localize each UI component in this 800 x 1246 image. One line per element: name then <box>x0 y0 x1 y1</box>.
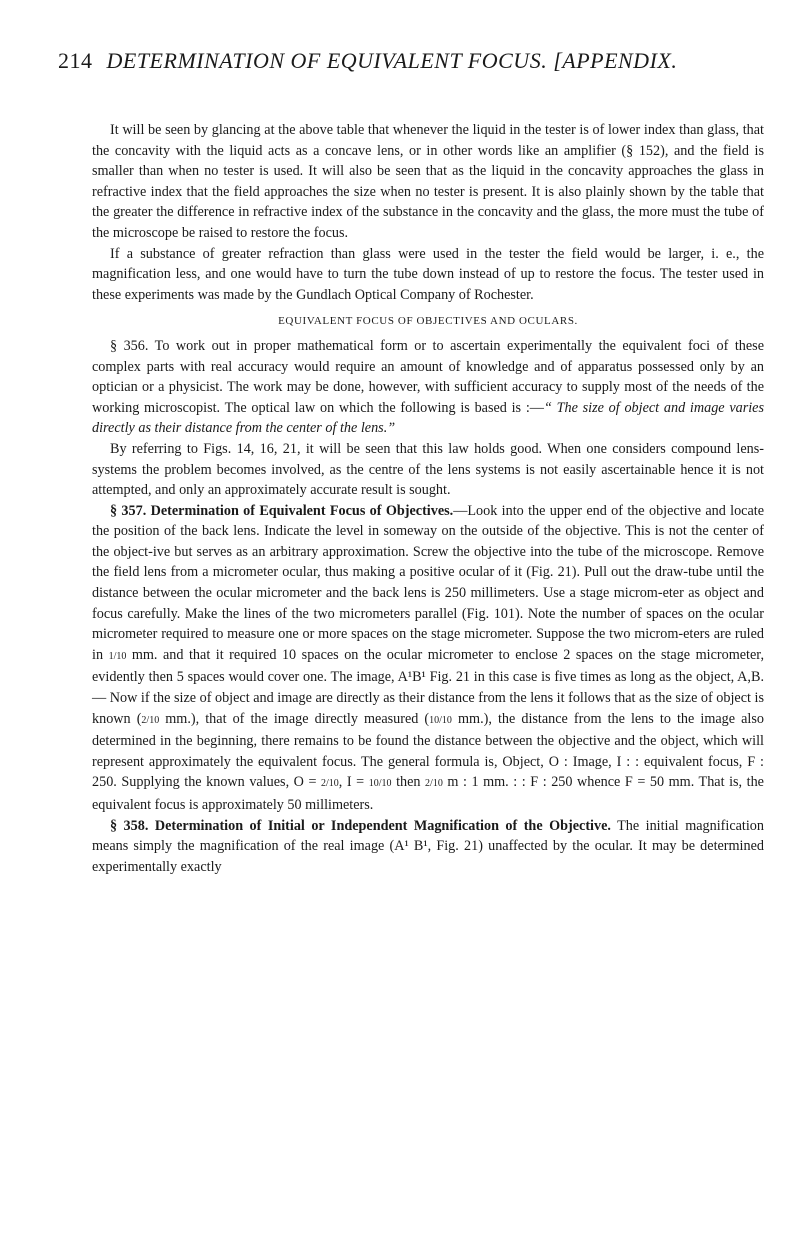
paragraph-357-text-c: mm.), that of the image directly measured ( <box>159 710 430 727</box>
paragraph-357-text-e: , I = <box>338 774 369 791</box>
paragraph-356-text: § 356. To work out in proper mathematical form or to ascertain experimentally the equivalent foci of these complex parts with real accuracy would require an amount of knowledge and of apparatus possessed only by an optician or a physicist. The work may be done, however, with sufficient accuracy to supply most of the needs of the working microscopist. The optical law on which the following is based is :— <box>92 337 764 416</box>
page-body <box>92 120 764 877</box>
paragraph-figs-law: By referring to Figs. 14, 16, 21, it will be seen that this law holds good. When one considers compound lens-systems the problem becomes involved, as the centre of the lens systems is not easily ascertainable hence it is not attempted, and only an approximately accurate result is sought. <box>92 440 764 499</box>
paragraph-357 <box>92 501 764 816</box>
optical-law-quote: “ The size of object and image varies directly as their distance from the center of the lens.” <box>92 399 765 437</box>
running-head <box>58 48 758 74</box>
page-number: 214 <box>58 48 93 73</box>
fraction-3: 10/10 <box>429 714 452 726</box>
paragraph-357-text-d: mm.), the distance from the lens to the image also determined in the beginning, there remains to be found the distance between the objective and the object, which will represent approximately the equivalent focus. The general formula is, Object, O : Image, I : : equivalent focus, F : 250. Supplying the known values, O = <box>92 710 764 791</box>
running-title: DETERMINATION OF EQUIVALENT FOCUS. [APPENDIX. <box>106 48 678 73</box>
paragraph-358-text: The initial magnification means simply the magnification of the real image (A¹ B¹, Fig. 21) unaffected by the ocular. It may be determined experimentally exactly <box>92 817 764 875</box>
fraction-1: 1/10 <box>108 650 127 662</box>
paragraph-tester-amplifier: It will be seen by glancing at the above table that whenever the liquid in the tester is of lower index than glass, that the concavity with the liquid acts as a concave lens, or in other words like an amplifier (§ 152), and the field is smaller than when no tester is used. It will also be seen that as the liquid in the concavity approaches the glass in refractive index that the field approaches the size when no tester is present. It is also plainly shown by the table that the greater the difference in refractive index of the substance in the concavity and the glass, the more must the tube of the microscope be raised to restore the focus. <box>92 122 764 241</box>
section-heading-equivalent-focus: EQUIVALENT FOCUS OF OBJECTIVES AND OCULARS. <box>278 315 578 328</box>
paragraph-357-text-a: —Look into the upper end of the objective and locate the position of the back lens. Indicate the level in someway on the outside of the objective. This is not the center of the object-ive but serves as an arbitrary approximation. Screw the objective into the tube of the microscope. Remove the field lens from a micrometer ocular, thus making a positive ocular of it (Fig. 21). Pull out the draw-tube until the distance between the ocular micrometer and the back lens is 250 millimeters. Use a stage microm-eter as object and focus carefully. Make the lines of the two micrometers parallel (Fig. 101). Note the number of spaces on the ocular micrometer required to measure one or more spaces on the stage micrometer. Suppose the two microm-eters are ruled in <box>92 502 765 663</box>
section-358-heading: § 358. Determination of Initial or Independent Magnification of the Objective. <box>110 817 611 834</box>
paragraph-357-text-f: then <box>391 774 426 791</box>
fraction-4: 2/10 <box>321 778 339 790</box>
paragraph-greater-refraction: If a substance of greater refraction than glass were used in the tester the field would be larger, i. e., the magnification less, and one would have to turn the tube down instead of up to restore the focus. The tester used in these experiments was made by the Gundlach Optical Company of Rochester. <box>92 245 764 303</box>
fraction-2: 2/10 <box>141 714 160 726</box>
fraction-5: 10/10 <box>368 778 392 790</box>
section-357-heading: § 357. Determination of Equivalent Focus of Objectives. <box>110 502 454 519</box>
paragraph-356 <box>92 336 764 439</box>
paragraph-357-text-g: m : 1 mm. : : F : 250 whence F = 50 mm. That is, the equivalent focus is approximately 50 millimeters. <box>92 774 764 813</box>
paragraph-357-text-b: mm. and that it required 10 spaces on the ocular micrometer to enclose 2 spaces on the stage micrometer, evidently then 5 spaces would cover one. The image, A¹B¹ Fig. 21 in this case is five times as long as the object, A,B.— Now if the size of object and image are directly as their distance from the lens it follows that as the size of object is known ( <box>92 646 764 727</box>
paragraph-358 <box>92 816 764 878</box>
fraction-6: 2/10 <box>425 778 443 790</box>
